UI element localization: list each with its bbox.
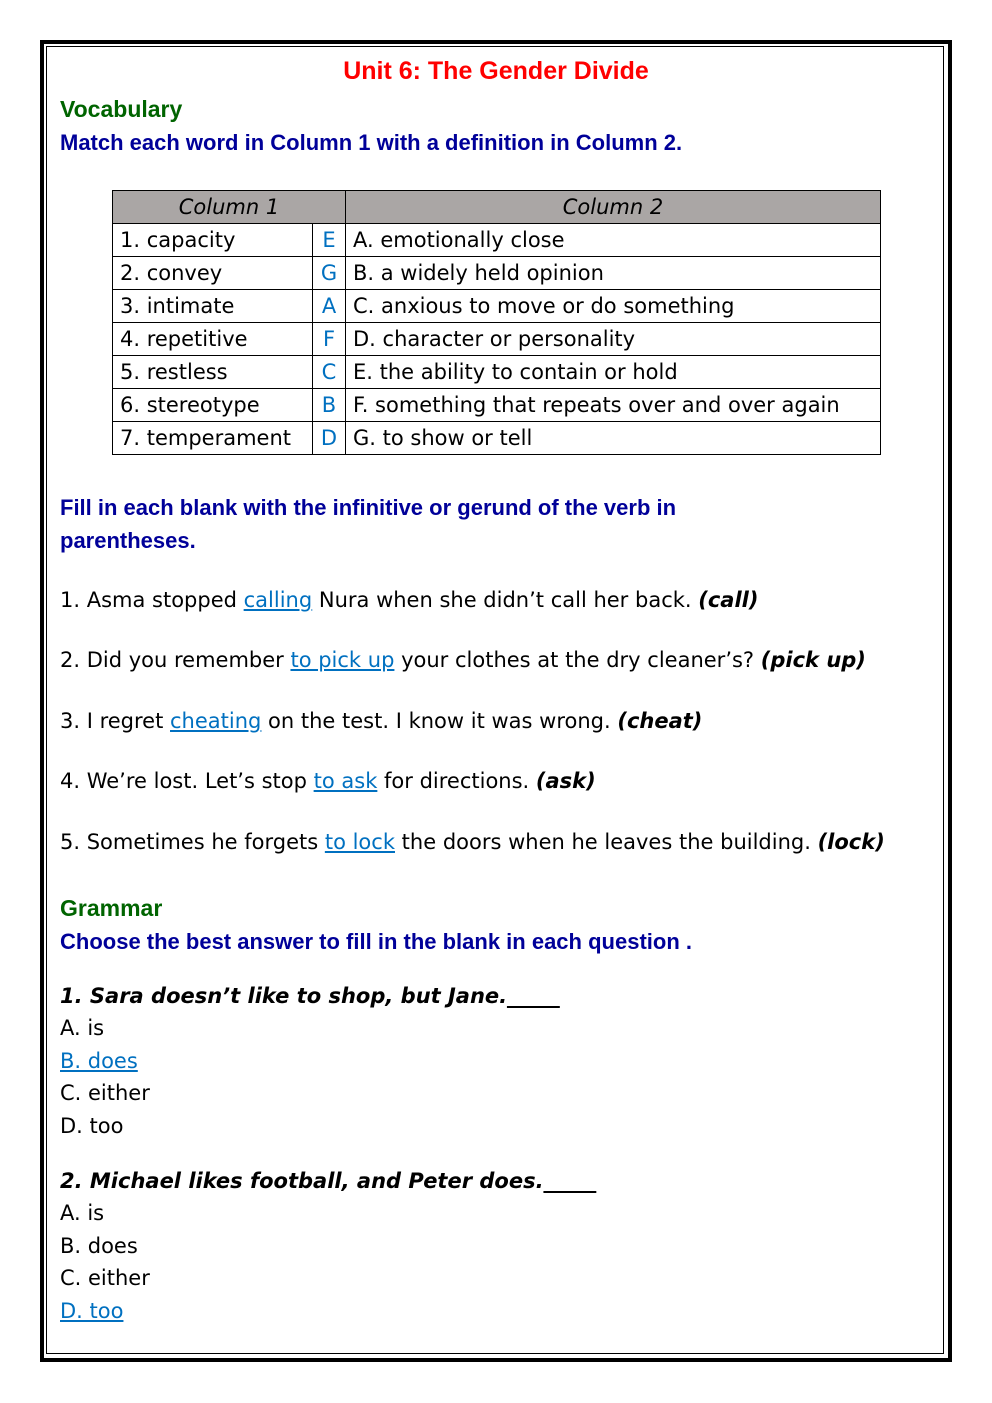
answer-blank: to lock (324, 830, 395, 854)
column-1-header: Column 1 (113, 191, 346, 224)
question-text: 1. Sara doesn’t like to shop, but Jane._____ (60, 984, 560, 1008)
fill-sentence (60, 830, 885, 854)
grammar-heading: Grammar (60, 895, 163, 921)
page-title: Unit 6: The Gender Divide (343, 57, 649, 85)
question-text: 2. Michael likes football, and Peter does._____ (60, 1169, 597, 1193)
answer-option[interactable]: C. either (60, 1266, 150, 1291)
sentence-start: 1. Asma stopped (60, 588, 244, 612)
sentence-end: the doors when he leaves the building. (395, 830, 818, 854)
answer-letter: B (313, 389, 346, 422)
fill-sentence (60, 588, 758, 612)
answer-letter: A (313, 290, 346, 323)
matching-table (112, 190, 881, 455)
word-cell: 3. intimate (113, 290, 313, 323)
table-row (113, 257, 881, 290)
word-cell: 5. restless (113, 356, 313, 389)
answer-option[interactable]: B. does (60, 1048, 138, 1073)
table-row (113, 290, 881, 323)
answer-option[interactable]: D. too (60, 1113, 124, 1138)
definition-cell: C. anxious to move or do something (346, 290, 881, 323)
answer-option[interactable]: B. does (60, 1233, 138, 1258)
answer-option[interactable]: A. is (60, 1201, 105, 1225)
definition-cell: G. to show or tell (346, 422, 881, 455)
fill-instruction-line-1: Fill in each blank with the infinitive or gerund of the verb in (60, 495, 677, 520)
fill-instruction-line-2: parentheses. (60, 528, 196, 553)
column-2-header: Column 2 (346, 191, 881, 224)
verb-hint: (cheat) (617, 709, 703, 733)
table-row (113, 389, 881, 422)
word-cell: 1. capacity (113, 224, 313, 257)
verb-hint: (ask) (535, 769, 596, 793)
fill-sentence (60, 709, 702, 733)
verb-hint: (pick up) (760, 648, 866, 672)
fill-sentence (60, 648, 866, 672)
table-row (113, 356, 881, 389)
table-row (113, 224, 881, 257)
answer-letter: F (313, 323, 346, 356)
word-cell: 2. convey (113, 257, 313, 290)
definition-cell: B. a widely held opinion (346, 257, 881, 290)
sentence-end: on the test. I know it was wrong. (261, 709, 618, 733)
vocabulary-instruction: Match each word in Column 1 with a definition in Column 2. (60, 130, 683, 155)
answer-blank: cheating (170, 709, 262, 733)
definition-cell: D. character or personality (346, 323, 881, 356)
vocabulary-heading: Vocabulary (60, 96, 183, 122)
answer-option[interactable]: C. either (60, 1081, 150, 1106)
table-row (113, 422, 881, 455)
answer-letter: D (313, 422, 346, 455)
sentence-end: your clothes at the dry cleaner’s? (394, 648, 761, 672)
definition-cell: F. something that repeats over and over again (346, 389, 881, 422)
answer-option[interactable]: D. too (60, 1298, 124, 1323)
sentence-start: 5. Sometimes he forgets (60, 830, 325, 854)
answer-blank: calling (243, 588, 313, 612)
word-cell: 6. stereotype (113, 389, 313, 422)
sentence-end: for directions. (377, 769, 536, 793)
word-cell: 4. repetitive (113, 323, 313, 356)
grammar-instruction: Choose the best answer to fill in the blank in each question . (60, 929, 692, 954)
sentence-start: 4. We’re lost. Let’s stop (60, 769, 314, 793)
table-row (113, 323, 881, 356)
answer-letter: C (313, 356, 346, 389)
answer-letter: E (313, 224, 346, 257)
fill-sentence (60, 769, 596, 793)
answer-blank: to ask (313, 769, 378, 793)
definition-cell: E. the ability to contain or hold (346, 356, 881, 389)
verb-hint: (lock) (817, 830, 885, 854)
sentence-start: 3. I regret (60, 709, 171, 733)
sentence-end: Nura when she didn’t call her back. (312, 588, 699, 612)
answer-letter: G (313, 257, 346, 290)
word-cell: 7. temperament (113, 422, 313, 455)
verb-hint: (call) (698, 588, 759, 612)
answer-blank: to pick up (290, 648, 395, 672)
definition-cell: A. emotionally close (346, 224, 881, 257)
answer-option[interactable]: A. is (60, 1016, 105, 1040)
sentence-start: 2. Did you remember (60, 648, 291, 672)
